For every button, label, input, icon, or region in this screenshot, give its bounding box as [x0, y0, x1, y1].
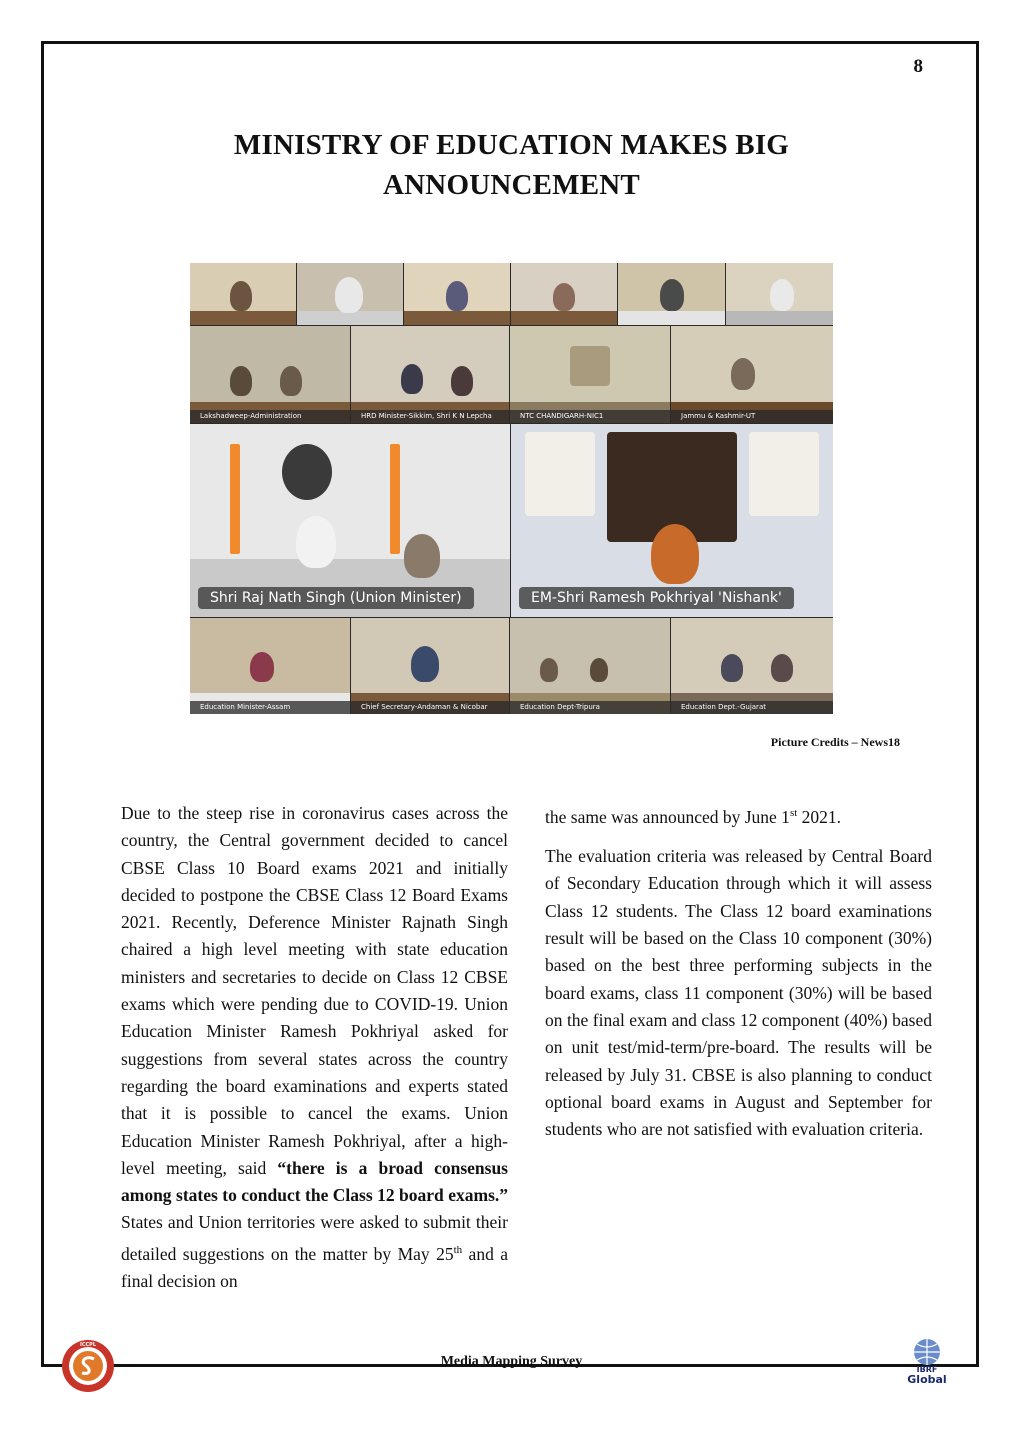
- video-conference-photo: [190, 263, 833, 714]
- tile-caption: Education Dept.-Gujarat: [671, 701, 833, 714]
- tile-caption: Chief Secretary-Andaman & Nicobar: [351, 701, 509, 714]
- page-number: 8: [913, 56, 923, 77]
- tile-caption: HRD Minister-Sikkim, Shri K N Lepcha: [351, 410, 509, 423]
- tile-caption: EM-Shri Ramesh Pokhriyal 'Nishank': [519, 587, 794, 609]
- photo-tile: [511, 263, 617, 325]
- photo-tile: [671, 618, 833, 714]
- superscript: th: [453, 1243, 463, 1256]
- ibrf-logo-text: Global: [907, 1373, 947, 1386]
- tile-caption: Lakshadweep-Administration: [190, 410, 350, 423]
- article-paragraph: [545, 800, 932, 831]
- article-text: 2021.: [797, 806, 842, 827]
- photo-tile: [351, 618, 509, 714]
- photo-tile: [190, 326, 350, 423]
- article-text: and a final decision on: [121, 1243, 508, 1291]
- article-paragraph: The evaluation criteria was released by Central Board of Secondary Education through which it will assess Class 12 students. The Class 12 board examinations result will be based on the Class 10 component (30%) based on the best three performing subjects in the board exams, class 11 component (30%) will be based on the final exam and class 12 component (40%) based on unit test/mid-term/pre-board. The results will be released by July 31. CBSE is also planning to conduct optional board exams in August and September for students who are not satisfied with evaluation criteria.: [545, 846, 932, 1140]
- photo-tile: [190, 618, 350, 714]
- photo-tile: [510, 326, 670, 423]
- picture-credit: Picture Credits – News18: [770, 735, 900, 749]
- article-text: Due to the steep rise in coronavirus cases across the country, the Central government decided to cancel CBSE Class 10 Board exams 2021 and initially decided to postpone the CBSE Class 12 Board Exams 2021. Recently, Deference Minister Rajnath Singh chaired a high level meeting with state education ministers and secretaries to decide on Class 12 CBSE exams which were pending due to COVID-19. Union Education Minister Ramesh Pokhriyal asked for suggestions from several states across the country regarding the board examinations and experts stated that it is possible to cancel the exams. Union Education Minister Ramesh Pokhriyal, after a high-level meeting, said: [121, 803, 508, 1178]
- tile-caption: Shri Raj Nath Singh (Union Minister): [198, 587, 474, 609]
- tile-caption: NTC CHANDIGARH-NIC1: [510, 410, 670, 423]
- tile-caption: Education Minister-Assam: [190, 701, 350, 714]
- photo-tile: [351, 326, 509, 423]
- article-paragraph: [121, 800, 508, 1295]
- article-quote: “there is a broad consensus among states to conduct the Class 12 board exams.”: [121, 1157, 508, 1206]
- article-text: States and Union territories were asked to submit their detailed suggestions on the matter by May 25: [121, 1212, 508, 1264]
- footer-title: Media Mapping Survey: [440, 1354, 583, 1369]
- photo-tile-large: [190, 424, 510, 617]
- photo-tile: [190, 263, 296, 325]
- photo-tile: [297, 263, 403, 325]
- title-line-2: ANNOUNCEMENT: [383, 169, 640, 201]
- article-text: the same was announced by June 1: [545, 806, 790, 827]
- superscript: st: [789, 807, 798, 819]
- tile-caption: Education Dept-Tripura: [510, 701, 670, 714]
- photo-tile: [404, 263, 510, 325]
- page-title: [160, 125, 863, 205]
- photo-tile: [671, 326, 833, 423]
- photo-tile: [726, 263, 833, 325]
- article-column-left: [121, 800, 508, 1295]
- photo-tile: [510, 618, 670, 714]
- iccpl-logo-text: ICCPL: [79, 1342, 97, 1348]
- article-column-right: [545, 800, 932, 1143]
- tile-caption: Jammu & Kashmir-UT: [671, 410, 833, 423]
- title-line-1: MINISTRY OF EDUCATION MAKES BIG: [233, 129, 790, 161]
- photo-tile-large: [511, 424, 833, 617]
- ibrf-global-logo: [898, 1334, 956, 1392]
- svg-text:IBRF: IBRF: [916, 1365, 938, 1374]
- photo-tile: [618, 263, 725, 325]
